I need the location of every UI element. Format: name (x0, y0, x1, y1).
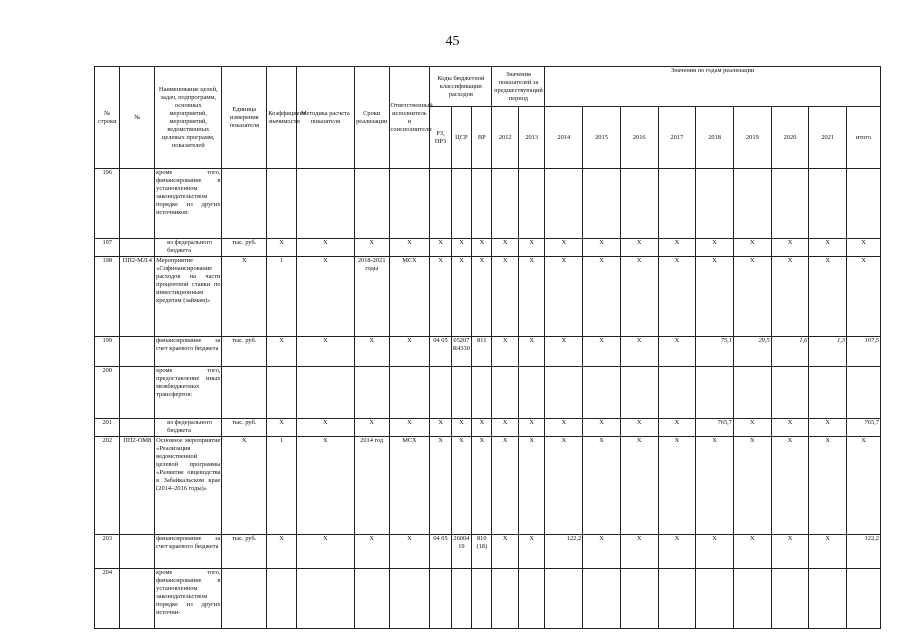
row-value: X (809, 437, 847, 535)
row-value (847, 569, 881, 629)
row-value (518, 169, 545, 239)
row-term (354, 569, 389, 629)
row-method: X (296, 239, 354, 257)
row-value (809, 169, 847, 239)
row-method (296, 367, 354, 419)
table-header (95, 67, 881, 169)
row-method: X (296, 437, 354, 535)
row-value: X (620, 437, 658, 535)
row-value: X (518, 337, 545, 367)
row-rz (430, 367, 451, 419)
row-value: X (492, 257, 519, 337)
row-value (518, 367, 545, 419)
row-term: X (354, 419, 389, 437)
row-responsible: X (389, 337, 430, 367)
table-row (95, 169, 881, 239)
row-value: X (583, 535, 621, 569)
page-number: 45 (445, 34, 460, 49)
header-total: итого (847, 107, 881, 169)
row-unit (222, 169, 267, 239)
row-value: X (620, 257, 658, 337)
row-term: X (354, 337, 389, 367)
row-value (518, 569, 545, 629)
table-body (95, 169, 881, 629)
row-csr: 05207 R4330 (451, 337, 471, 367)
row-value: X (492, 239, 519, 257)
row-method: X (296, 257, 354, 337)
row-vr: X (472, 239, 492, 257)
row-value: X (583, 437, 621, 535)
row-value: X (733, 257, 771, 337)
row-value (492, 367, 519, 419)
row-csr (451, 569, 471, 629)
row-rz: X (430, 437, 451, 535)
row-rz (430, 569, 451, 629)
row-value: X (583, 239, 621, 257)
row-name: из федерального бюджета (155, 239, 222, 257)
row-value: X (518, 257, 545, 337)
row-value: X (658, 535, 696, 569)
row-value: X (620, 337, 658, 367)
row-number: 204 (95, 569, 120, 629)
row-unit: X (222, 257, 267, 337)
row-number: 203 (95, 535, 120, 569)
row-term: 2018-2021 годы (354, 257, 389, 337)
row-value (545, 569, 583, 629)
row-value (733, 367, 771, 419)
row-value: X (518, 437, 545, 535)
row-value: 122,2 (545, 535, 583, 569)
row-rz: 04 05 (430, 535, 451, 569)
row-coef: X (267, 337, 297, 367)
header-term: Сроки реализации (354, 67, 389, 169)
header-row-no: № строки (95, 67, 120, 169)
row-unit: X (222, 437, 267, 535)
row-name: из федерального бюджета (155, 419, 222, 437)
row-value (583, 169, 621, 239)
row-code (120, 367, 155, 419)
row-csr (451, 169, 471, 239)
program-table (94, 66, 881, 629)
row-code (120, 419, 155, 437)
row-vr: X (472, 419, 492, 437)
row-value: X (771, 257, 809, 337)
row-value (545, 367, 583, 419)
row-value: 122,2 (847, 535, 881, 569)
row-value (696, 169, 734, 239)
row-value: X (545, 257, 583, 337)
row-value (771, 367, 809, 419)
row-value (492, 569, 519, 629)
header-year-2019: 2019 (733, 107, 771, 169)
row-vr: X (472, 257, 492, 337)
row-responsible (389, 569, 430, 629)
row-vr: 811 (472, 337, 492, 367)
row-unit: тыс. руб. (222, 337, 267, 367)
row-value: X (518, 419, 545, 437)
row-value: X (733, 437, 771, 535)
row-value: X (492, 437, 519, 535)
row-responsible: X (389, 535, 430, 569)
row-value (733, 569, 771, 629)
row-name: финансирование за счет краевого бюджета (155, 535, 222, 569)
row-value: 765,7 (847, 419, 881, 437)
row-value: X (658, 257, 696, 337)
row-value: 107,5 (847, 337, 881, 367)
row-value (696, 569, 734, 629)
row-value: X (620, 535, 658, 569)
row-coef (267, 169, 297, 239)
row-value: X (658, 419, 696, 437)
row-value: X (771, 239, 809, 257)
row-value (847, 169, 881, 239)
row-coef (267, 367, 297, 419)
header-rz: РЗ, ПР3 (430, 107, 451, 169)
row-unit (222, 367, 267, 419)
table-row (95, 437, 881, 535)
row-value: X (658, 239, 696, 257)
row-value: X (733, 535, 771, 569)
row-method: X (296, 535, 354, 569)
row-vr (472, 367, 492, 419)
row-method (296, 169, 354, 239)
table-row (95, 257, 881, 337)
row-value: X (733, 239, 771, 257)
row-value: X (809, 419, 847, 437)
header-year-2012: 2012 (492, 107, 519, 169)
row-csr (451, 367, 471, 419)
row-value: X (771, 535, 809, 569)
row-unit: тыс. руб. (222, 239, 267, 257)
row-value (771, 569, 809, 629)
row-value: X (658, 337, 696, 367)
row-number: 199 (95, 337, 120, 367)
row-value: X (518, 239, 545, 257)
header-responsible: Ответственный исполнитель и соисполнители (389, 67, 430, 169)
row-name: финансирование за счет краевого бюджета (155, 337, 222, 367)
row-value (620, 169, 658, 239)
row-value: X (492, 535, 519, 569)
header-year-2021: 2021 (809, 107, 847, 169)
row-number: 201 (95, 419, 120, 437)
row-vr: X (472, 437, 492, 535)
table-row (95, 239, 881, 257)
row-value: X (545, 419, 583, 437)
header-csr: ЦСР (451, 107, 471, 169)
table-row (95, 419, 881, 437)
row-value: 75,1 (696, 337, 734, 367)
row-value (658, 367, 696, 419)
row-code (120, 169, 155, 239)
row-value: X (696, 257, 734, 337)
row-value (583, 367, 621, 419)
header-year-2016: 2016 (620, 107, 658, 169)
row-value (545, 169, 583, 239)
row-term: X (354, 239, 389, 257)
row-term: 2014 год (354, 437, 389, 535)
row-value (733, 169, 771, 239)
header-vr: ВР (472, 107, 492, 169)
row-value: X (696, 535, 734, 569)
header-year-2014: 2014 (545, 107, 583, 169)
row-value (620, 569, 658, 629)
row-vr (472, 169, 492, 239)
row-value: X (658, 437, 696, 535)
row-number: 197 (95, 239, 120, 257)
row-value (620, 367, 658, 419)
row-csr: X (451, 239, 471, 257)
row-vr: 810 (18) (472, 535, 492, 569)
row-responsible: МСХ (389, 437, 430, 535)
row-code (120, 239, 155, 257)
row-value: 765,7 (696, 419, 734, 437)
row-value (771, 169, 809, 239)
header-name: Наименование целей, задач, подпрограмм, основных мероприятий, мероприятий, ведомственных целевых программ, показателей (155, 67, 222, 169)
row-value: X (545, 239, 583, 257)
row-responsible (389, 367, 430, 419)
row-unit: тыс. руб. (222, 419, 267, 437)
row-value: X (545, 437, 583, 535)
row-value: 1,6 (771, 337, 809, 367)
row-code: ПП2-МЛ.4 (120, 257, 155, 337)
row-vr (472, 569, 492, 629)
row-rz: 04 05 (430, 337, 451, 367)
row-name: кроме того, финансирование в установленном законодательством порядке из других источни- (155, 569, 222, 629)
row-coef: 1 (267, 437, 297, 535)
header-num: № (120, 67, 155, 169)
row-value: X (696, 437, 734, 535)
table-row (95, 569, 881, 629)
row-value: X (583, 257, 621, 337)
header-budget-codes: Коды бюджетной классификации расходов (430, 67, 492, 107)
row-value (696, 367, 734, 419)
header-year-2013: 2013 (518, 107, 545, 169)
row-value (847, 367, 881, 419)
header-year-2015: 2015 (583, 107, 621, 169)
row-coef (267, 569, 297, 629)
row-value: X (492, 337, 519, 367)
row-value (658, 569, 696, 629)
row-rz: X (430, 239, 451, 257)
row-value: X (620, 239, 658, 257)
header-year-2018: 2018 (696, 107, 734, 169)
row-term: X (354, 535, 389, 569)
row-value: X (620, 419, 658, 437)
row-value: X (847, 239, 881, 257)
row-value: X (771, 419, 809, 437)
row-code (120, 535, 155, 569)
row-rz (430, 169, 451, 239)
row-value: 29,5 (733, 337, 771, 367)
row-value: X (771, 437, 809, 535)
table-row (95, 367, 881, 419)
row-term (354, 169, 389, 239)
row-coef: 1 (267, 257, 297, 337)
row-method: X (296, 337, 354, 367)
row-name: Мероприятие «Софинансирование расходов на части процентной ставки по инвестиционным кредитам (займам)» (155, 257, 222, 337)
row-number: 202 (95, 437, 120, 535)
row-value: 1,3 (809, 337, 847, 367)
header-method: Методика расчета показателя (296, 67, 354, 169)
table-row (95, 535, 881, 569)
row-coef: X (267, 535, 297, 569)
row-value (583, 569, 621, 629)
row-name: кроме того, финансирование в установленном законодательством порядке из других источников: (155, 169, 222, 239)
row-value: X (733, 419, 771, 437)
row-value (492, 169, 519, 239)
header-year-2020: 2020 (771, 107, 809, 169)
header-year-2017: 2017 (658, 107, 696, 169)
row-number: 198 (95, 257, 120, 337)
row-value: X (492, 419, 519, 437)
row-value: X (583, 419, 621, 437)
row-rz: X (430, 257, 451, 337)
row-code (120, 569, 155, 629)
row-value: X (809, 257, 847, 337)
row-value (809, 367, 847, 419)
header-year-values: Значения по годам реализации (545, 67, 881, 107)
row-responsible: МСХ (389, 257, 430, 337)
row-value: X (809, 535, 847, 569)
row-rz: X (430, 419, 451, 437)
row-responsible: X (389, 239, 430, 257)
table-row (95, 337, 881, 367)
row-responsible: X (389, 419, 430, 437)
row-method (296, 569, 354, 629)
row-value: X (847, 437, 881, 535)
row-number: 200 (95, 367, 120, 419)
row-csr: X (451, 419, 471, 437)
row-term (354, 367, 389, 419)
row-value (809, 569, 847, 629)
row-csr: 26004 19 (451, 535, 471, 569)
row-coef: X (267, 239, 297, 257)
row-method: X (296, 419, 354, 437)
row-name: кроме того, предоставление иных межбюджетных трансфертов: (155, 367, 222, 419)
row-csr: X (451, 257, 471, 337)
header-coef: Коэффициент значимости (267, 67, 297, 169)
header-prev-values: Значения показателей за предшествующий период (492, 67, 545, 107)
row-value: X (847, 257, 881, 337)
row-coef: X (267, 419, 297, 437)
row-value: X (518, 535, 545, 569)
row-value: X (583, 337, 621, 367)
row-responsible (389, 169, 430, 239)
row-unit: тыс. руб. (222, 535, 267, 569)
row-code (120, 337, 155, 367)
row-unit (222, 569, 267, 629)
row-value: X (809, 239, 847, 257)
row-number: 196 (95, 169, 120, 239)
header-unit: Единица измерения показателя (222, 67, 267, 169)
row-value (658, 169, 696, 239)
row-value: X (696, 239, 734, 257)
row-name: Основное мероприятие «Реализация ведомственной целевой программы «Развитие овцеводства в Забайкальском крае (2014–2016 годы)» (155, 437, 222, 535)
row-code: ПП2-ОМ8 (120, 437, 155, 535)
row-value: X (545, 337, 583, 367)
row-csr: X (451, 437, 471, 535)
